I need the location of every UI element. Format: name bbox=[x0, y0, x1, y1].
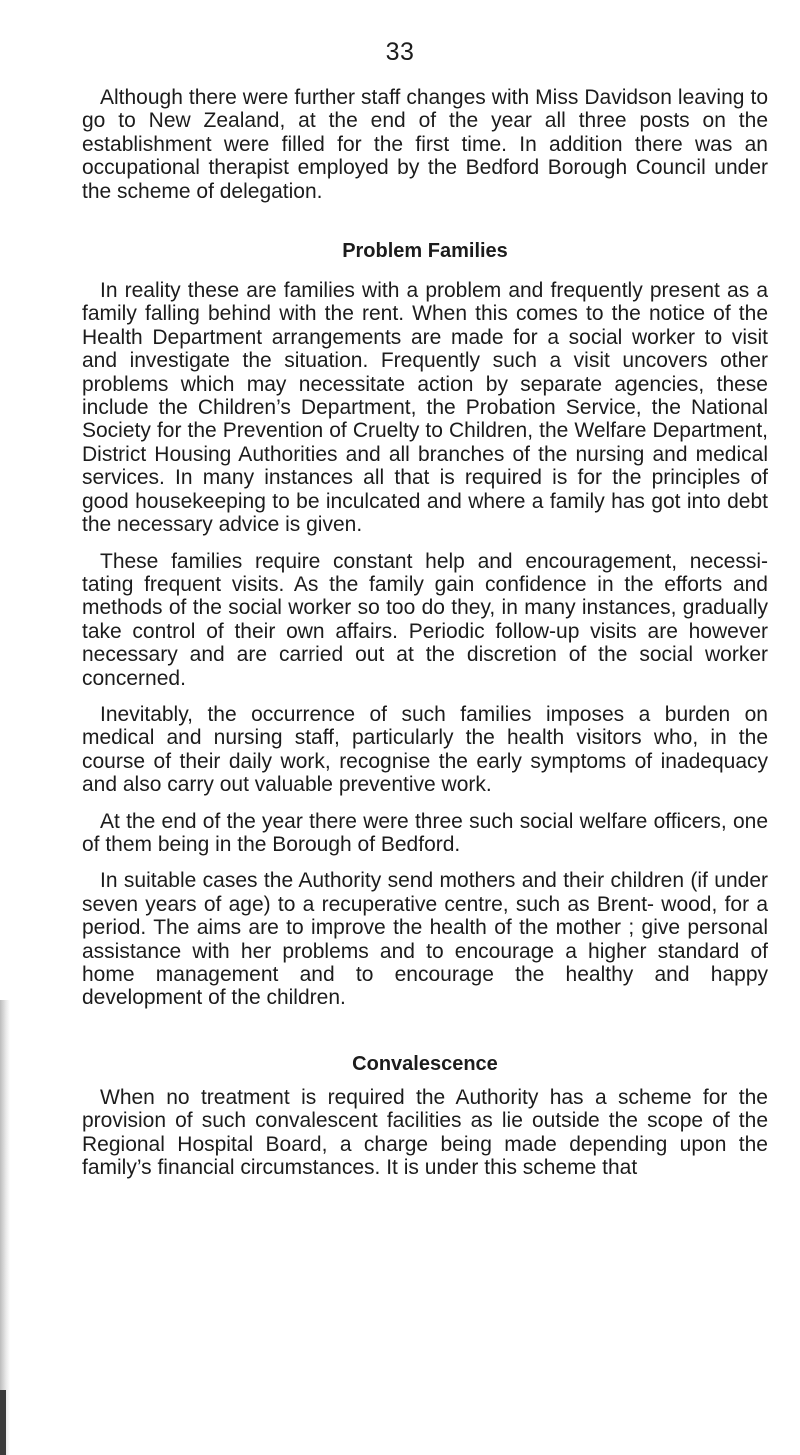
paragraph-problem-families-4: At the end of the year there were three such social welfare officers, one of them being in the Borough of Bedford. bbox=[82, 809, 768, 856]
section-heading-problem-families: Problem Families bbox=[342, 240, 508, 263]
paragraph-problem-families-3: Inevitably, the occurrence of such families imposes a burden on medical and nursing staff, particularly the health visitors who, in the course of their daily work, recognise the early symptoms of inadequacy and also carry out valuable preventive work. bbox=[82, 702, 768, 797]
section-heading-convalescence: Convalescence bbox=[352, 1052, 498, 1075]
page-binding-shadow bbox=[0, 1000, 10, 1455]
paragraph-problem-families-5: In suitable cases the Authority send mothers and their children (if under seven years of age) to a recuperative centre, such as Brent- wood, for a period. The aims are to improve the health of the mother ; give personal assistance with her problems and to encourage a higher standard of home management and to encourage the healthy and happy development of the children. bbox=[82, 869, 768, 1010]
intro-paragraph: Although there were further staff changes with Miss Davidson leaving to go to New Zealand, at the end of the year all three posts on the establishment were filled for the first time. In addition there was an occupational therapist employed by the Bedford Borough Council under the scheme of delegation. bbox=[82, 86, 768, 203]
page-body bbox=[82, 86, 768, 1192]
page-binding-mark bbox=[0, 1390, 6, 1455]
paragraph-problem-families-2: These families require constant help and encouragement, necessi- tating frequent visits. As the family gain confidence in the efforts and methods of the social worker so too do they, in many instances, gradually take control of their own affairs. Periodic follow-up visits are however necessary and are carried out at the discretion of the social worker concerned. bbox=[82, 549, 768, 690]
paragraph-convalescence-1: When no treatment is required the Authority has a scheme for the provision of such convalescent facilities as lie outside the scope of the Regional Hospital Board, a charge being made depending upon the family’s financial circumstances. It is under this scheme that bbox=[82, 1085, 768, 1180]
page-number: 33 bbox=[385, 38, 415, 66]
paragraph-problem-families-1: In reality these are families with a problem and frequently present as a family falling behind with the rent. When this comes to the notice of the Health Department arrangements are made for a social worker to visit and investigate the situation. Frequently such a visit uncovers other problems which may necessitate action by separate agencies, these include the Children’s Department, the Probation Service, the National Society for the Prevention of Cruelty to Children, the Welfare Department, District Housing Authorities and all branches of the nursing and medical services. In many instances all that is required is for the principles of good housekeeping to be inculcated and where a family has got into debt the necessary advice is given. bbox=[82, 279, 768, 537]
